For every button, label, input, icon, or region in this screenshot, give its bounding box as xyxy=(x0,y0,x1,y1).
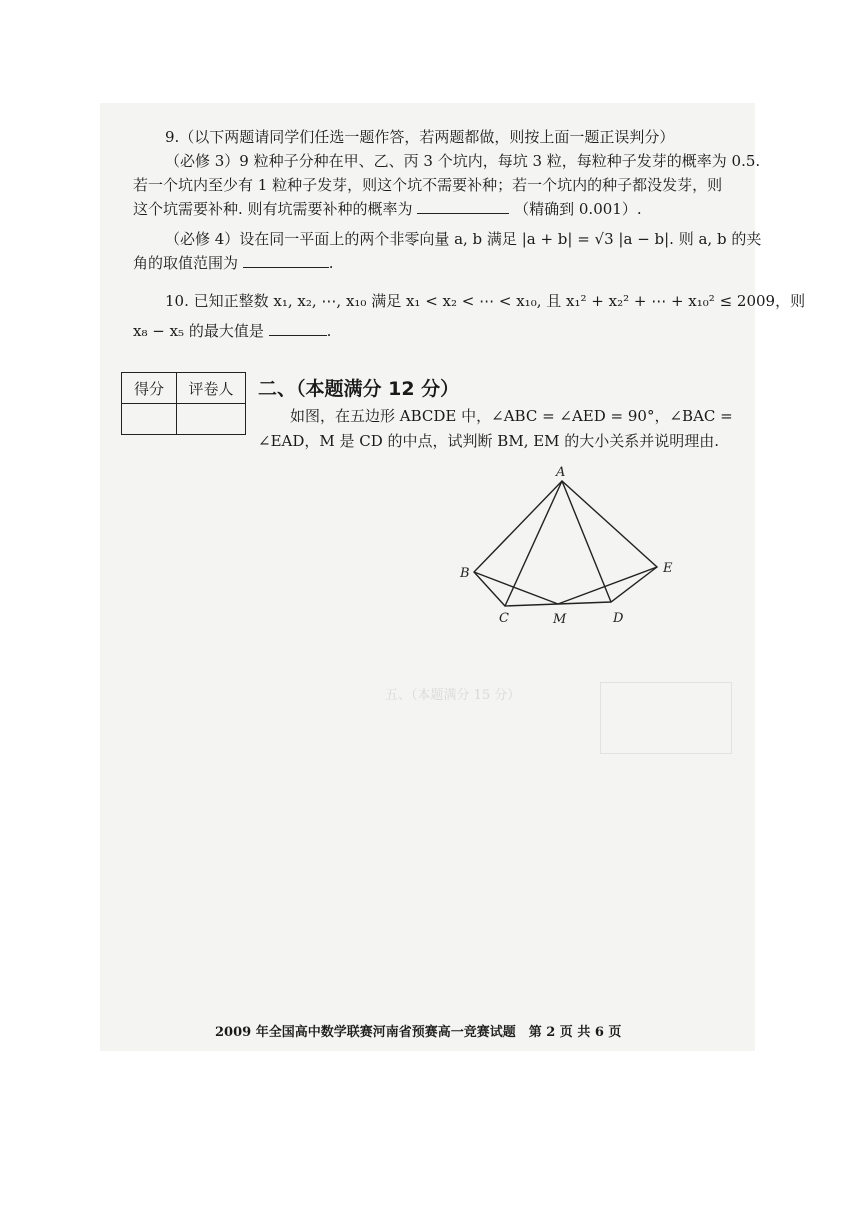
q10-line2-text: x₈ − x₅ 的最大值是 xyxy=(133,322,264,340)
page-footer: 2009 年全国高中数学联赛河南省预赛高一竞赛试题 第 2 页 共 6 页 xyxy=(215,1025,622,1040)
q10-line1: 10. 已知正整数 x₁, x₂, ⋯, x₁₀ 满足 x₁ < x₂ < ⋯ < x₁₀, 且 x₁² + x₂² + ⋯ + x₁₀² ≤ 2009，则 xyxy=(165,292,806,310)
score-label: 得分 xyxy=(122,373,177,404)
q9-line5: （必修 4）设在同一平面上的两个非零向量 a, b 满足 |a + b| = √3 |a − b|. 则 a, b 的夹 xyxy=(165,230,762,248)
label-C: C xyxy=(499,611,509,626)
section2-line2: ∠EAD，M 是 CD 的中点，试判断 BM, EM 的大小关系并说明理由. xyxy=(258,432,720,450)
answer-blank-q9a[interactable] xyxy=(417,199,509,214)
section-heading: 二、（本题满分 12 分） xyxy=(258,378,460,400)
label-D: D xyxy=(613,611,624,626)
q9-line6-text: 角的取值范围为 xyxy=(133,254,239,272)
label-M: M xyxy=(553,612,567,627)
section2-line1: 如图，在五边形 ABCDE 中，∠ABC = ∠AED = 90°，∠BAC = xyxy=(290,407,733,425)
bleed-through-text: 五、（本题满分 15 分） xyxy=(385,688,521,703)
q9-line4-suffix: （精确到 0.001）. xyxy=(514,200,642,218)
score-cell[interactable] xyxy=(122,404,177,435)
q9-line6: 角的取值范围为 . xyxy=(133,254,334,272)
q9-line3: 若一个坑内至少有 1 粒种子发芽，则这个坑不需要补种；若一个坑内的种子都没发芽，则 xyxy=(133,176,723,194)
answer-blank-q9b[interactable] xyxy=(243,253,329,268)
label-B: B xyxy=(460,566,470,581)
q9-line1: 9.（以下两题请同学们任选一题作答，若两题都做，则按上面一题正误判分） xyxy=(165,128,675,146)
grader-cell[interactable] xyxy=(177,404,246,435)
grader-label: 评卷人 xyxy=(177,373,246,404)
q9-line4 xyxy=(133,198,642,220)
label-A: A xyxy=(556,465,566,480)
q10-line2: x₈ − x₅ 的最大值是 . xyxy=(133,322,332,340)
bleed-through-box xyxy=(600,682,732,754)
label-E: E xyxy=(663,561,673,576)
q9-line4-text: 这个坑需要补种. 则有坑需要补种的概率为 xyxy=(133,200,413,218)
q9-line2: （必修 3）9 粒种子分种在甲、乙、丙 3 个坑内，每坑 3 粒，每粒种子发芽的概率为 0.5. xyxy=(165,152,761,170)
answer-blank-q10[interactable] xyxy=(269,321,327,336)
score-table xyxy=(121,372,246,435)
